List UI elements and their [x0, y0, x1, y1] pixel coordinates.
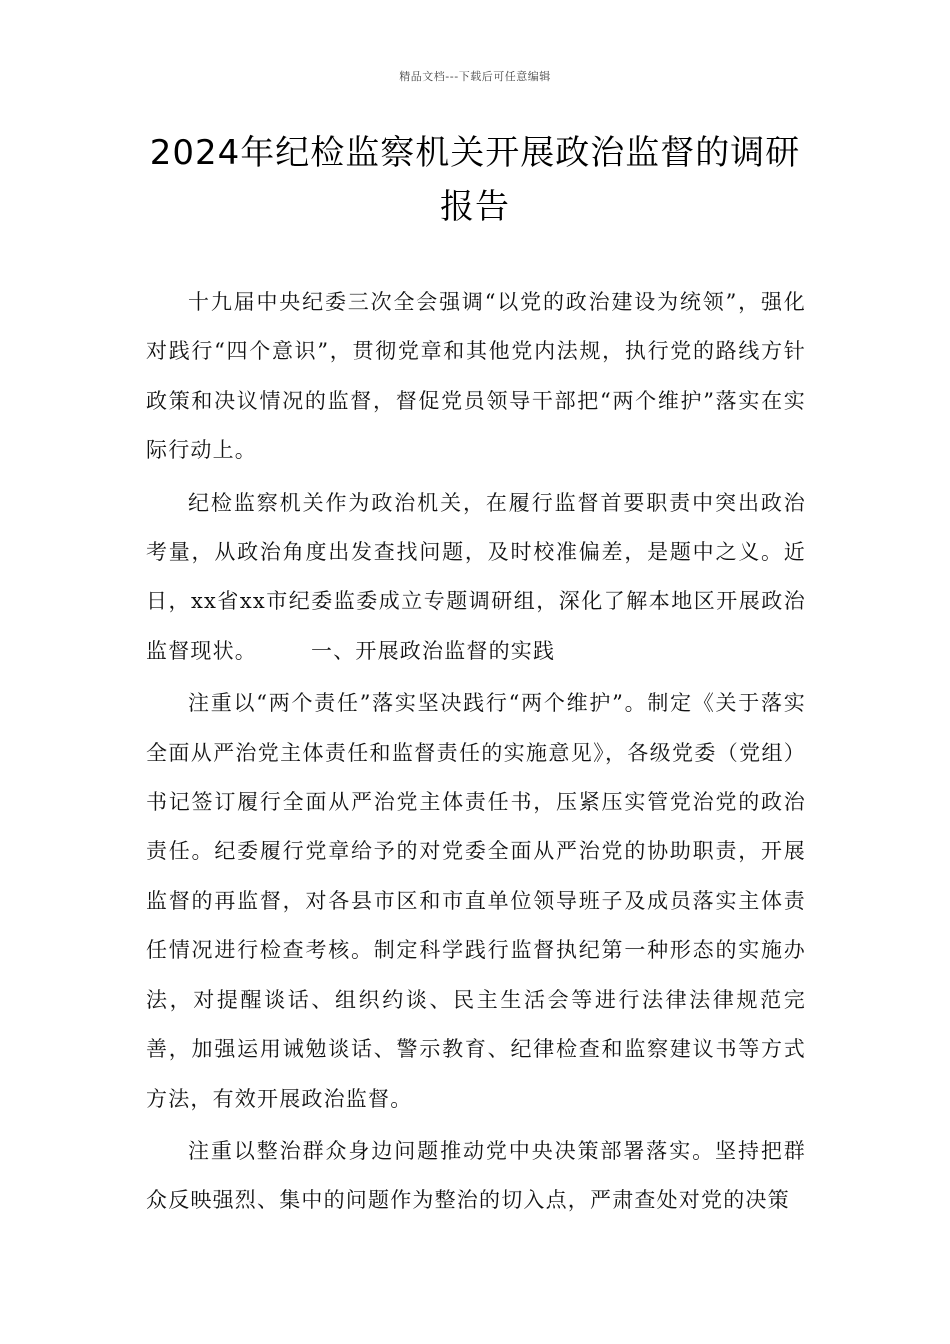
- paragraph-intro: 十九届中央纪委三次全会强调“以党的政治建设为统领”，强化对践行“四个意识”，贯彻党章和其他党内法规，执行党的路线方针政策和决议情况的监督，督促党员领导干部把“两个维护”落实在实际行动上。: [146, 290, 806, 463]
- paragraph-background: [146, 479, 806, 677]
- paragraph-mass-issues: 注重以整治群众身边问题推动党中央决策部署落实。坚持把群众反映强烈、集中的问题作为整治的切入点，严肃查处对党的决策: [146, 1138, 806, 1213]
- paragraph-two-responsibilities: 注重以“两个责任”落实坚决践行“两个维护”。制定《关于落实全面从严治党主体责任和监督责任的实施意见》，各级党委（党组）书记签订履行全面从严治党主体责任书，压紧压实管党治党的政治责任。纪委履行党章给予的对党委全面从严治党的协助职责，开展监督的再监督，对各县市区和市直单位领导班子及成员落实主体责任情况进行检查考核。制定科学践行监督执纪第一种形态的实施办法，对提醒谈话、组织约谈、民主生活会等进行法律法律规范完善，加强运用诫勉谈话、警示教育、纪律检查和监察建议书等方式方法，有效开展政治监督。: [146, 691, 806, 1111]
- paragraph-background-text: 纪检监察机关作为政治机关，在履行监督首要职责中突出政治考量，从政治角度出发查找问题，及时校准偏差，是题中之义。近日，xx省xx市纪委监委成立专题调研组，深化了解本地区开展政治监督现状。: [146, 490, 806, 663]
- document-title: 2024年纪检监察机关开展政治监督的调研报告: [149, 133, 801, 227]
- section-heading: 一、开展政治监督的实践: [311, 638, 556, 663]
- document-body: [146, 278, 806, 1226]
- header-note: 精品文档---下载后可任意编辑: [399, 70, 551, 83]
